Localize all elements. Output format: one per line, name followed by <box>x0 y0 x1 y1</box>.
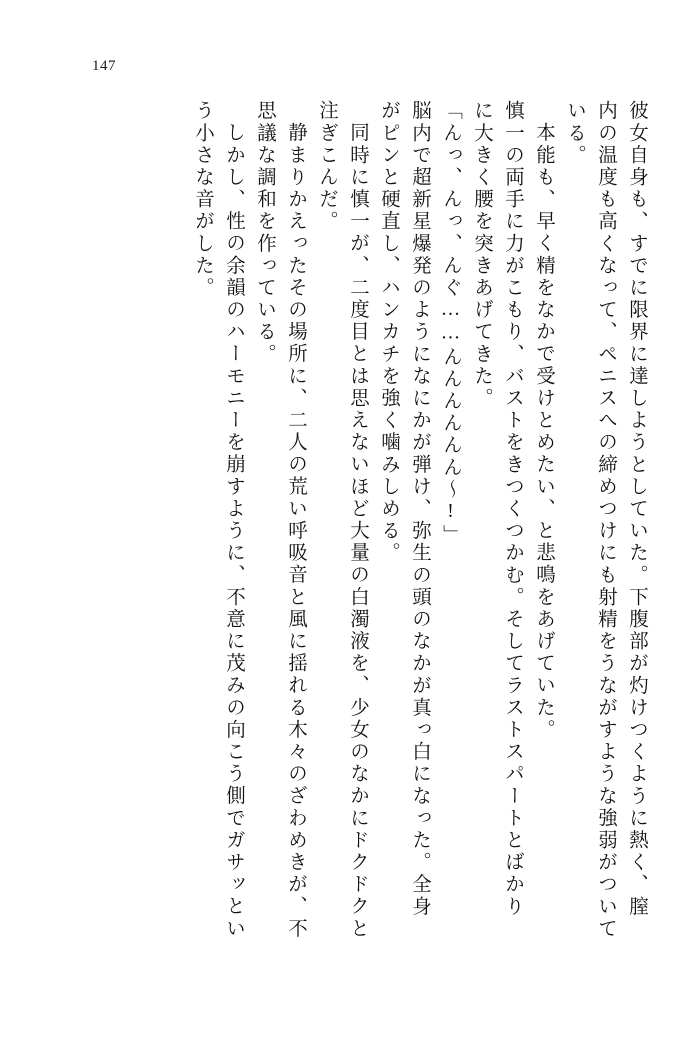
text-line: いる。 <box>564 100 585 167</box>
text-line: がピンと硬直し、ハンカチを強く噛みしめる。 <box>378 100 399 565</box>
text-line: に大きく腰を突きあげてきた。 <box>471 100 492 410</box>
page-body-text <box>56 100 646 1000</box>
text-line: しかし、性の余韻のハーモニーを崩すように、不意に茂みの向こう側でガサッとい <box>223 122 244 940</box>
text-line: 脳内で超新星爆発のようになにかが弾け、弥生の頭のなかが真っ白になった。全身 <box>409 100 430 918</box>
text-line: 同時に慎一が、二度目とは思えないほど大量の白濁液を、少女のなかにドクドクと <box>347 122 368 940</box>
text-line: 「んっ、んっ、んぐ……んんんんんん〜!」 <box>440 100 461 547</box>
text-line: 慎一の両手に力がこもり、バストをきつくつかむ。そしてラストスパートとばかり <box>502 100 523 918</box>
text-line: 内の温度も高くなって、ペニスへの締めつけにも射精をうながすような強弱がついて <box>595 100 616 940</box>
text-line: 彼女自身も、すでに限界に達しようとしていた。下腹部が灼けつくように熱く、膣 <box>626 100 647 918</box>
text-line: う小さな音がした。 <box>192 100 213 299</box>
text-line: 注ぎこんだ。 <box>316 100 337 233</box>
text-line: 静まりかえったその場所に、二人の荒い呼吸音と風に揺れる木々のざわめきが、不 <box>285 122 306 940</box>
text-line: 本能も、早く精をなかで受けとめたい、と悲鳴をあげていた。 <box>533 122 554 741</box>
page-number: 147 <box>92 58 116 74</box>
text-line: 思議な調和を作っている。 <box>254 100 275 366</box>
